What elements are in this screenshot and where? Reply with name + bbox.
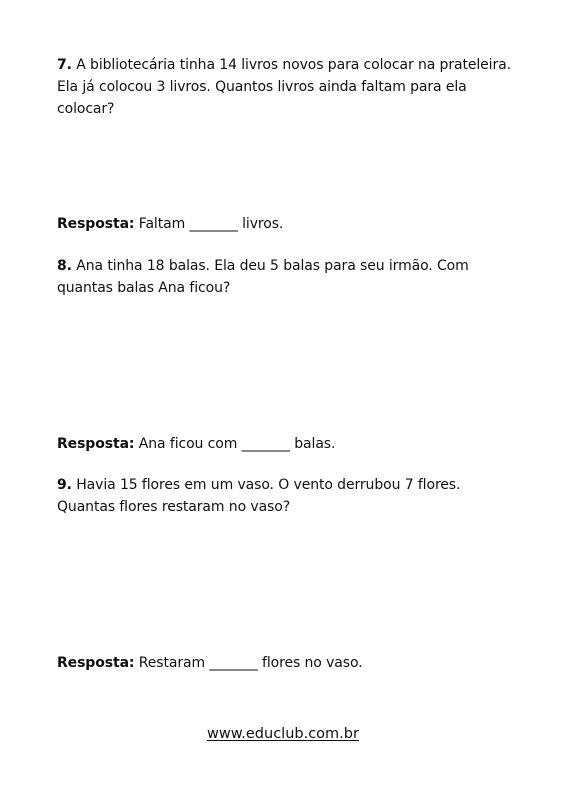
question-9 <box>57 474 517 518</box>
answer-8 <box>57 433 517 455</box>
question-text: Ana tinha 18 balas. Ela deu 5 balas para seu irmão. Com quantas balas Ana ficou? <box>57 258 469 296</box>
footer <box>0 723 566 745</box>
question-7 <box>57 54 517 120</box>
answer-label: Resposta: <box>57 216 135 232</box>
question-text: A bibliotecária tinha 14 livros novos para colocar na prateleira. Ela já colocou 3 livros. Quantos livros ainda faltam para ela colocar? <box>57 57 511 117</box>
answer-9 <box>57 652 517 674</box>
question-8 <box>57 255 517 299</box>
question-number: 8. <box>57 258 72 274</box>
question-number: 7. <box>57 57 72 73</box>
answer-label: Resposta: <box>57 655 135 671</box>
answer-label: Resposta: <box>57 436 135 452</box>
answer-text: Faltam _______ livros. <box>138 216 284 232</box>
question-number: 9. <box>57 477 72 493</box>
answer-text: Restaram _______ flores no vaso. <box>138 655 363 671</box>
answer-text: Ana ficou com _______ balas. <box>138 436 336 452</box>
question-text: Havia 15 flores em um vaso. O vento derrubou 7 flores. Quantas flores restaram no vaso? <box>57 477 461 515</box>
website-link[interactable]: www.educlub.com.br <box>207 726 359 742</box>
answer-7 <box>57 213 517 235</box>
